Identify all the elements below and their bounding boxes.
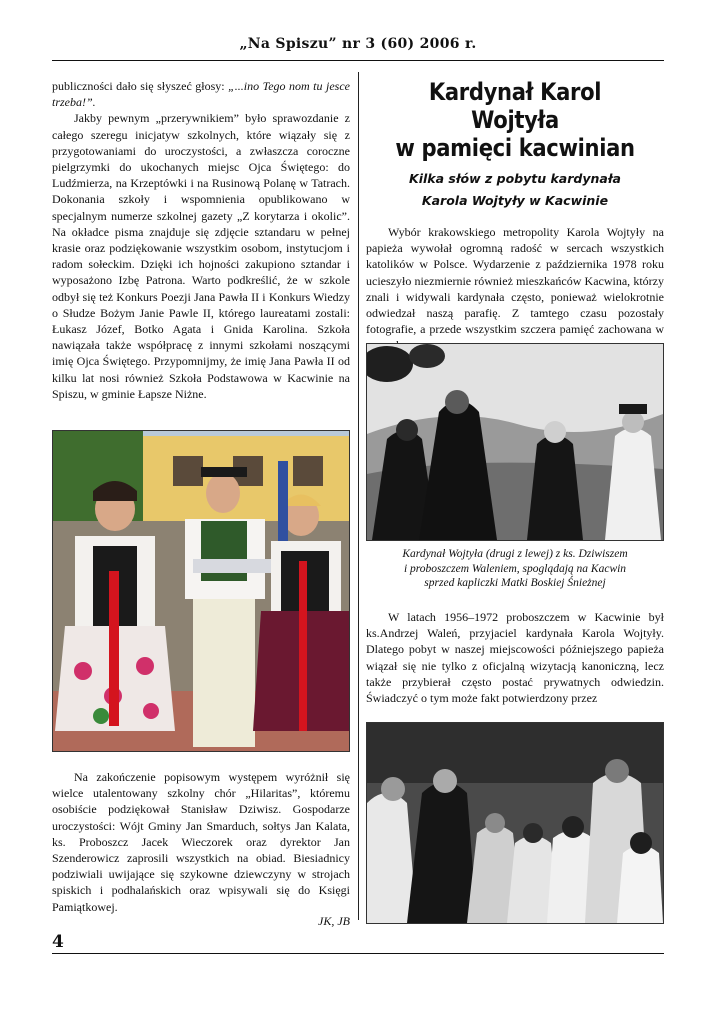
folk-costume-photo-icon <box>52 430 350 752</box>
left-column <box>52 78 350 402</box>
article-subtitle-line-2: Karola Wojtyły w Kacwinie <box>421 193 609 208</box>
caption-line-1: Kardynał Wojtyła (drugi z lewej) z ks. Dziwiszem <box>402 548 628 560</box>
cardinal-group-photo-icon <box>366 343 664 541</box>
author-signature: JK, JB <box>318 914 350 928</box>
article-title-line-1: Kardynał Karol Wojtyła <box>428 78 602 134</box>
caption-line-3: sprzed kapliczki Matki Boskiej Śnieżnej <box>424 577 606 589</box>
left-paragraph-3: Na zakończenie popisowym występem wyróżnił się wielce utalentowany szkolny chór „Hilaritas”, któremu osobiście podziękował Stanisław Dziwisz. Gospodarze uroczystości: Wójt Gminy Jan Smarduch, sołtys Jan Kalata, ks. Proboszcz Jacek Wieczorek oraz dyrektor Jan Szenderowicz zaprosili wszystkich na obiad. Biesiadnicy podziwiali uwijające się szykowne dziewczyny w strojach spiskich i podhalańskich oraz wpisywali się do Księgi Pamiątkowej. <box>52 770 350 914</box>
folk-costume-photo-drawing <box>53 431 349 751</box>
church-ceremony-photo-icon <box>366 722 664 924</box>
right-column <box>366 78 664 354</box>
right-paragraph-1: Wybór krakowskiego metropolity Karola Wojtyły na papieża wywołał ogromną radość w sercach wszystkich katolików w Polsce. Wydarzenie z października 1978 roku ucieszyło niezmiernie również mieszkańców Kacwina, którzy znali i widywali kardynała często, ponieważ wielokrotnie odwiedzał naszą parafię. Z tamtego czasu pozostały fotografie, a przede wszystkim szczera pamięć zachowana w <box>366 225 664 337</box>
caption-line-2: i proboszczem Waleniem, spoglądają na Kacwin <box>403 562 627 575</box>
photo-caption <box>366 547 664 591</box>
left-paragraph-1 <box>52 78 350 110</box>
subtitle-spacer <box>366 212 664 224</box>
church-ceremony-photo-drawing <box>367 723 663 923</box>
page-number: 4 <box>52 932 64 952</box>
paragraph-text: publiczności dało się słyszeć głosy: <box>52 79 229 93</box>
article-title-line-2: w pamięci kacwinian <box>395 134 635 162</box>
dialect-quote: „...ino Tego nom tu jesce trzeba!”. <box>52 79 350 110</box>
footer-rule <box>52 953 664 954</box>
article-subtitle-line-1: Kilka słów z pobytu kardynała <box>409 171 621 186</box>
right-paragraph-2: W latach 1956–1972 proboszczem w Kacwinie był ks.Andrzej Waleń, przyjaciel kardynała Karola Wojtyły. Dlatego pobyt w naszej miejscowości późniejszego papieża wiązał się nie tylko z oficjalną wizytacją kanoniczną, lecz także przybierał często postać prywatnych odwiedzin. Świadczyć o tym może fakt potwierdzony przez <box>366 610 664 706</box>
left-paragraph-2: Jakby pewnym „przerywnikiem” było sprawozdanie z całego szeregu inicjatyw szkolnych, które wiązały się z przygotowaniami do uroczystości, a zwłaszcza coroczne pielgrzymki do ukochanych miejsc Ojca Świętego: do Ludźmierza, na Krzeptówki i na Rusinową Polanę w Tatrach. Dokonania szkoły i wspomnienia opublikowano w specjalnym numerze szkolnej gazety „Z korytarza i okolic”. Na okładce pisma znajduje się zdjęcie sztandaru w pełnej krasie oraz podziękowanie wszystkim osobom, instytucjom i radom sołeckim. Dzięki ich hojności zakupiono sztandar i wyposażono Izbę Patrona. Warto podkreślić, że w szkole odbył się też Konkurs Poezji Jana Pawła II i Konkurs Wiedzy o Słudze Bożym Janie Pawle II, którego laureatami zostali: Łukasz Józef, Botko Agata i Gnida Karolina. Szkoła nawiązała także współpracę z innymi szkołami noszącymi imię Ojca Świętego. Przypomnijmy, że imię Jana Pawła II od kilku lat nosi również Szkoła Podstawowa w Kacwinie na Spiszu, w gminie Łapsze Niżne. <box>52 111 350 401</box>
column-divider <box>358 72 359 920</box>
left-column-lower <box>52 769 350 915</box>
header-rule <box>52 60 664 61</box>
right-column-lower <box>366 609 664 706</box>
cardinal-group-photo-drawing <box>367 344 663 540</box>
newspaper-header: „Na Spiszu” nr 3 (60) 2006 r. <box>239 36 477 52</box>
